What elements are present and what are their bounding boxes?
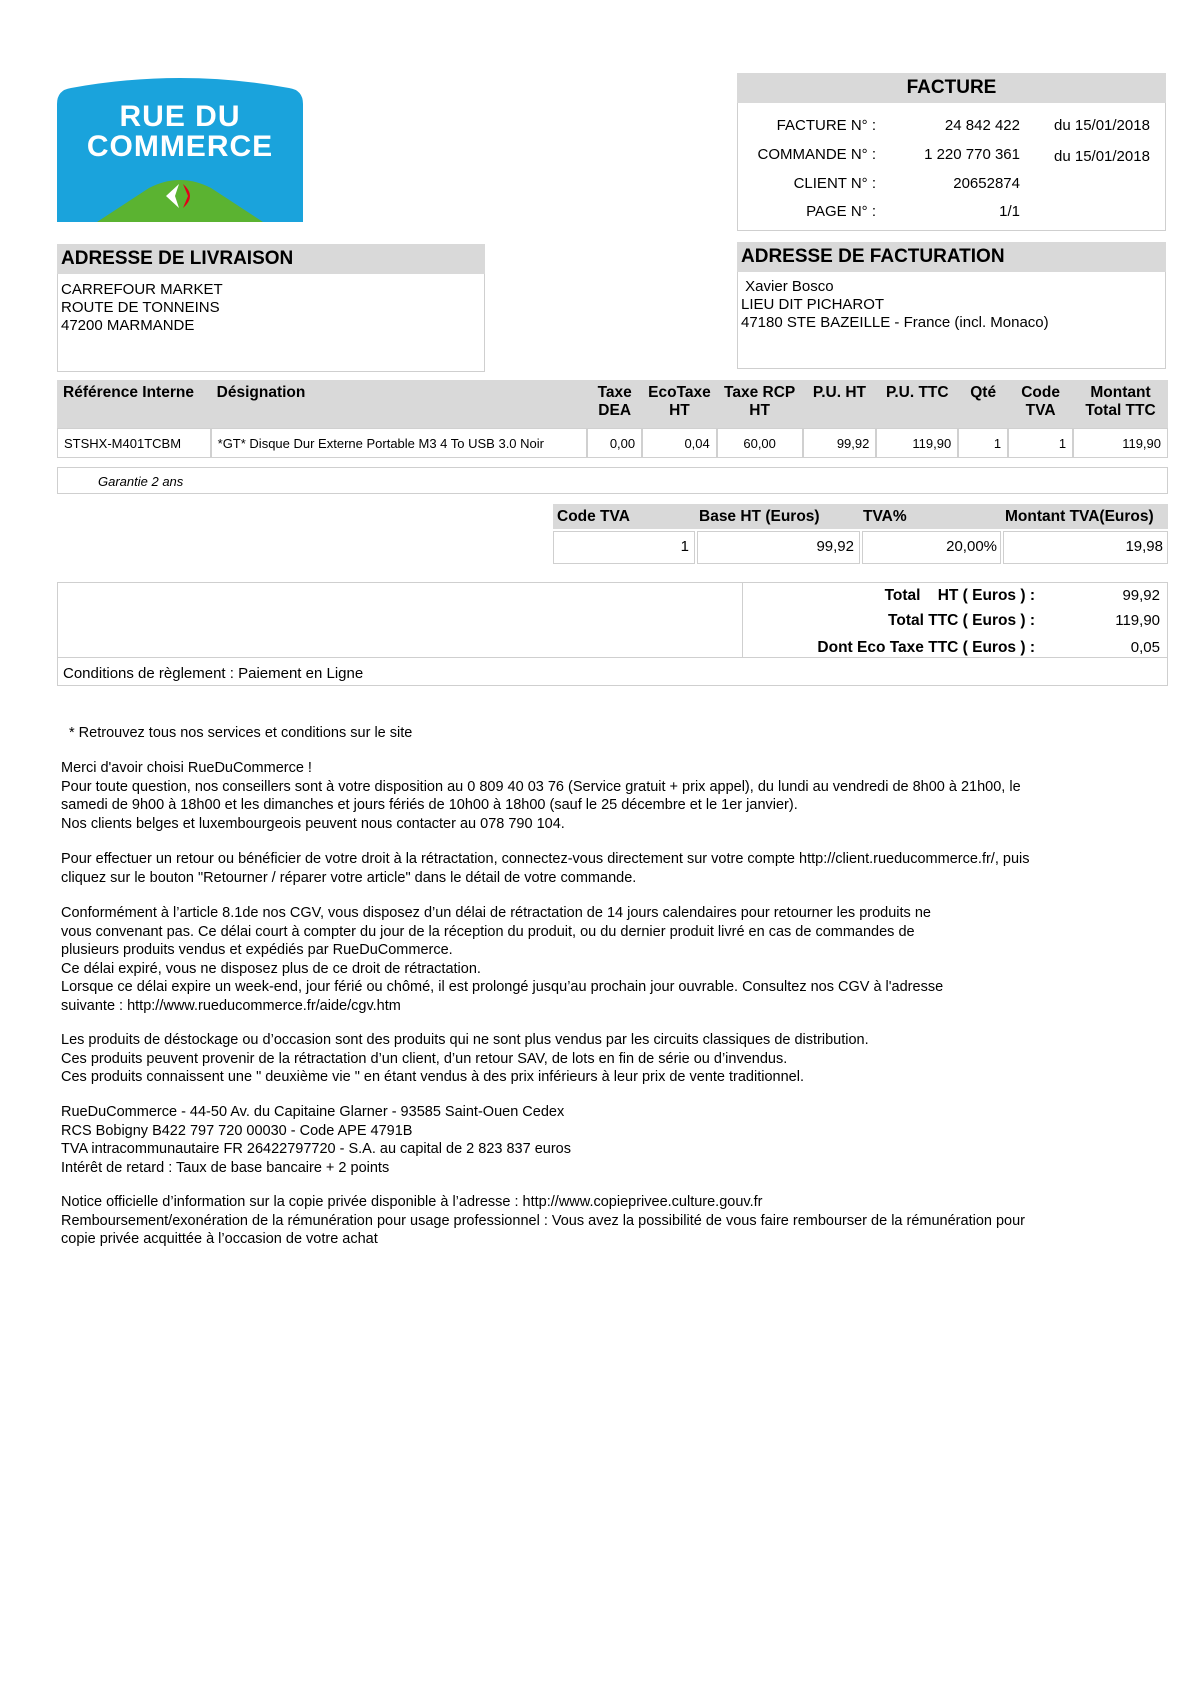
vat-col-base: Base HT (Euros) <box>699 508 820 525</box>
delivery-line-2: ROUTE DE TONNEINS <box>61 299 220 316</box>
total-ht-value: 99,92 <box>1122 587 1160 604</box>
item-ref: STSHX-M401TCBM <box>57 428 211 458</box>
col-designation: Désignation <box>211 380 588 428</box>
delivery-line-1: CARREFOUR MARKET <box>61 281 223 298</box>
text-line: Pour effectuer un retour ou bénéficier de votre droit à la rétractation, connectez-vous directement sur votre compte http://client.rueducommerce.fr/, puis <box>61 851 1030 867</box>
item-puht: 99,92 <box>803 428 877 458</box>
invoice-number-value: 24 842 422 <box>944 117 1020 134</box>
vat-col-code: Code TVA <box>557 508 630 525</box>
text-line: RueDuCommerce - 44-50 Av. du Capitaine Glarner - 93585 Saint-Ouen Cedex <box>61 1104 565 1120</box>
text-line: Remboursement/exonération de la rémunération pour usage professionnel : Vous avez la possibilité de vous faire rembourser de la rémunération pour <box>61 1212 1025 1229</box>
text-line: Merci d'avoir choisi RueDuCommerce ! <box>61 760 312 776</box>
item-eco: 0,04 <box>642 428 717 458</box>
payment-conditions: Conditions de règlement : Paiement en Ligne <box>63 665 364 682</box>
text-line: Conformément à l’article 8.1de nos CGV, vous disposez d’un délai de rétractation de 14 jours calendaires pour retourner les produits ne <box>61 905 931 921</box>
text-line: Intérêt de retard : Taux de base bancaire + 2 points <box>61 1159 390 1176</box>
client-number-value: 20652874 <box>953 175 1020 192</box>
col-puttc: P.U. TTC <box>876 380 958 428</box>
ecotax-value: 0,05 <box>1130 639 1160 656</box>
item-dea: 0,00 <box>587 428 642 458</box>
text-line: Ce délai expiré, vous ne disposez plus de ce droit de rétractation. <box>61 960 481 977</box>
text-line: samedi de 9h00 à 18h00 et les dimanches et jours fériés de 10h00 à 18h00 (sauf le 25 décembre et le 1er janvier). <box>61 797 798 813</box>
col-total: Montant Total TTC <box>1073 380 1168 428</box>
paragraph-returns <box>61 850 1141 887</box>
logo-line2: COMMERCE <box>86 130 274 163</box>
item-designation: *GT* Disque Dur Externe Portable M3 4 To USB 3.0 Noir <box>211 428 588 458</box>
col-rcp: Taxe RCP HT <box>717 380 803 428</box>
col-qte: Qté <box>958 380 1008 428</box>
paragraph-contact <box>61 759 1141 833</box>
order-number-date: du 15/01/2018 <box>1054 148 1150 165</box>
paragraph-withdrawal <box>61 904 1141 1015</box>
vat-col-amount: Montant TVA(Euros) <box>1005 508 1154 525</box>
warranty-text: Garantie 2 ans <box>98 474 184 489</box>
text-line: Nos clients belges et luxembourgeois peuvent nous contacter au 078 790 104. <box>61 815 565 832</box>
delivery-line-3: 47200 MARMANDE <box>61 317 195 334</box>
text-line: Notice officielle d’information sur la copie privée disponible à l’adresse : http://www.copieprivee.culture.gouv.fr <box>61 1194 763 1210</box>
billing-line-2: LIEU DIT PICHAROT <box>741 296 885 313</box>
billing-line-3: 47180 STE BAZEILLE - France (incl. Monaco) <box>741 314 1049 331</box>
col-ref: Référence Interne <box>57 380 211 428</box>
invoice-title: FACTURE <box>737 73 1166 103</box>
paragraph-company <box>61 1103 1141 1177</box>
payment-divider <box>57 657 1168 658</box>
items-table <box>57 380 1168 458</box>
text-line: copie privée acquittée à l’occasion de votre achat <box>61 1231 378 1247</box>
paragraph-destocking <box>61 1031 1141 1087</box>
totals-divider <box>742 582 743 657</box>
text-line: Pour toute question, nos conseillers sont à votre disposition au 0 809 40 03 76 (Service gratuit + prix appel), du lundi au vendredi de 8h00 à 21h00, le <box>61 778 1021 795</box>
text-line: Lorsque ce délai expire un week-end, jour férié ou chômé, il est prolongé jusqu’au prochain jour ouvrable. Consultez nos CGV à l'adresse <box>61 979 944 995</box>
invoice-number-date: du 15/01/2018 <box>1054 117 1150 134</box>
page-number-label: PAGE N° : <box>806 203 876 220</box>
col-puht: P.U. HT <box>803 380 877 428</box>
billing-line-1: Xavier Bosco <box>741 278 834 295</box>
text-line: TVA intracommunautaire FR 26422797720 - S.A. au capital de 2 823 837 euros <box>61 1141 571 1157</box>
vat-code-value: 1 <box>680 538 689 555</box>
text-line: suivante : http://www.rueducommerce.fr/aide/cgv.htm <box>61 997 401 1014</box>
logo-line1: RUE DU <box>119 100 241 133</box>
total-ttc-label: Total TTC ( Euros ) : <box>888 612 1035 629</box>
client-number-label: CLIENT N° : <box>793 175 876 192</box>
vat-col-rate: TVA% <box>863 508 907 525</box>
warranty-row <box>57 467 1168 494</box>
col-eco: EcoTaxe HT <box>642 380 717 428</box>
col-dea: Taxe DEA <box>587 380 642 428</box>
item-code: 1 <box>1008 428 1073 458</box>
text-line: Ces produits connaissent une " deuxième vie " en étant vendus à des prix inférieurs à leur prix de vente traditionnel. <box>61 1069 804 1085</box>
ecotax-label: Dont Eco Taxe TTC ( Euros ) : <box>817 639 1035 656</box>
text-line: Ces produits peuvent provenir de la rétractation d’un client, d’un retour SAV, de lots en fin de série ou d’invendus. <box>61 1050 788 1067</box>
vat-amount-value: 19,98 <box>1125 538 1163 555</box>
text-line: RCS Bobigny B422 797 720 00030 - Code APE 4791B <box>61 1122 413 1139</box>
invoice-number-label: FACTURE N° : <box>776 117 876 134</box>
table-row <box>57 428 1168 458</box>
text-line: plusieurs produits vendus et expédiés par RueDuCommerce. <box>61 942 453 958</box>
text-line: cliquez sur le bouton "Retourner / réparer votre article" dans le détail de votre commande. <box>61 869 637 886</box>
page-number-value: 1/1 <box>999 203 1020 220</box>
text-line: vous convenant pas. Ce délai court à compter du jour de la réception du produit, ou du dernier produit livré en cas de commandes de <box>61 923 915 940</box>
item-rcp: 60,00 <box>717 428 803 458</box>
billing-address-title: ADRESSE DE FACTURATION <box>737 242 1166 272</box>
total-ttc-value: 119,90 <box>1115 612 1160 629</box>
items-header-row <box>57 380 1168 428</box>
col-code: Code TVA <box>1008 380 1073 428</box>
order-number-value: 1 220 770 361 <box>924 146 1020 163</box>
company-logo <box>57 76 303 222</box>
total-ht-label: Total HT ( Euros ) : <box>884 587 1035 604</box>
delivery-address-title: ADRESSE DE LIVRAISON <box>57 244 485 274</box>
vat-base-value: 99,92 <box>816 538 854 555</box>
text-line: Les produits de déstockage ou d’occasion sont des produits qui ne sont plus vendus par les circuits classiques de distribution. <box>61 1032 869 1048</box>
item-total: 119,90 <box>1073 428 1168 458</box>
item-puttc: 119,90 <box>876 428 958 458</box>
services-note: * Retrouvez tous nos services et conditions sur le site <box>69 725 413 741</box>
order-number-label: COMMANDE N° : <box>757 146 876 163</box>
paragraph-private-copy <box>61 1193 1141 1249</box>
vat-rate-value: 20,00% <box>946 538 997 555</box>
item-qte: 1 <box>958 428 1008 458</box>
